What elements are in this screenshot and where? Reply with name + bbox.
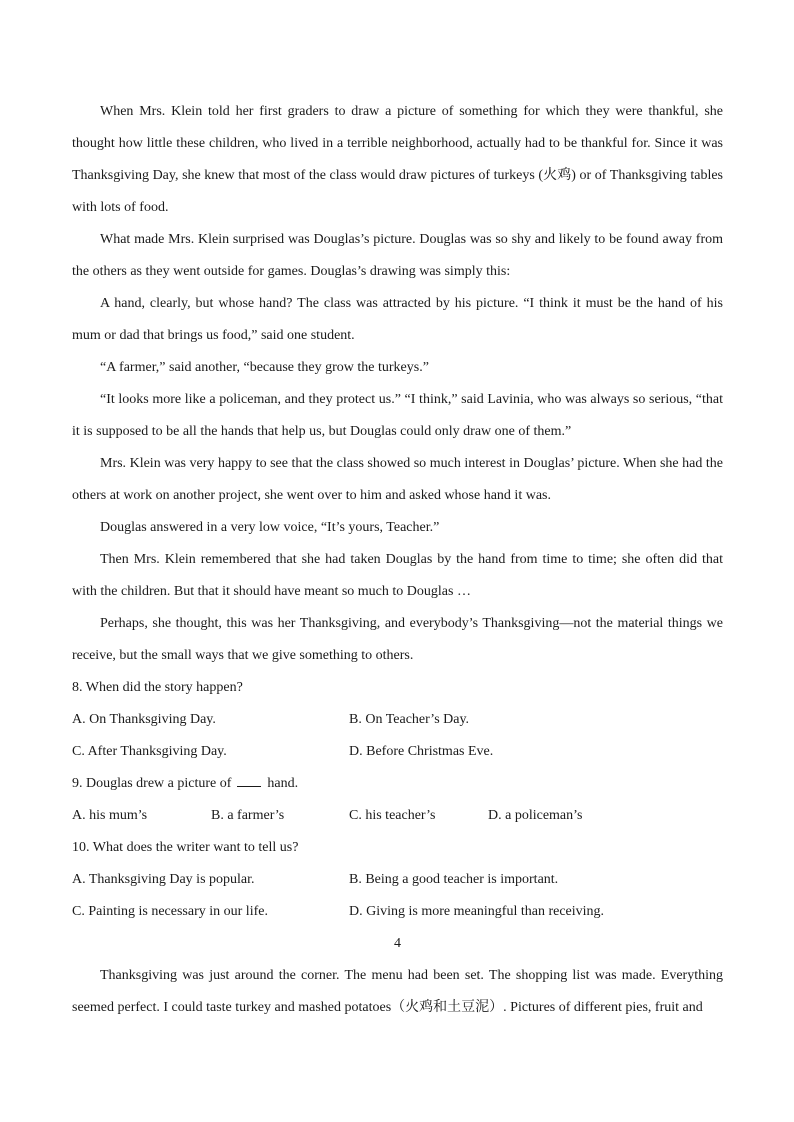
paragraph-3: A hand, clearly, but whose hand? The class was attracted by his picture. “I think it must be the hand of his mum or dad that brings us food,” said one student. — [72, 296, 723, 343]
option-9c: C. his teacher’s — [349, 808, 436, 823]
question-10 — [72, 832, 723, 928]
option-8d: D. Before Christmas Eve. — [349, 744, 494, 759]
section-number: 4 — [394, 936, 401, 951]
option-10a: A. Thanksgiving Day is popular. — [72, 872, 255, 887]
question-8-text: 8. When did the story happen? — [72, 680, 243, 695]
paragraph-2: What made Mrs. Klein surprised was Douglas’s picture. Douglas was so shy and likely to be found away from the others as they went outside for games. Douglas’s drawing was simply this: — [72, 232, 723, 279]
paragraph-1: When Mrs. Klein told her first graders to draw a picture of something for which they were thankful, she thought how little these children, who lived in a terrible neighborhood, actually had to be thankful for. Since it was Thanksgiving Day, she knew that most of the class would draw pictures of turkeys (火鸡) or of Thanksgiving tables with lots of food. — [72, 104, 723, 215]
question-9 — [72, 768, 723, 832]
option-9b: B. a farmer’s — [211, 808, 285, 823]
option-9d: D. a policeman’s — [488, 808, 583, 823]
question-9-suffix: hand. — [267, 776, 299, 791]
question-8-options — [72, 704, 723, 768]
paragraph-9: Perhaps, she thought, this was her Thanksgiving, and everybody’s Thanksgiving—not the material things we receive, but the small ways that we give something to others. — [72, 616, 723, 663]
question-8 — [72, 672, 723, 768]
answer-blank — [237, 774, 261, 787]
option-8a: A. On Thanksgiving Day. — [72, 712, 216, 727]
question-9-text — [72, 768, 723, 800]
document-page — [72, 96, 723, 1024]
option-8b: B. On Teacher’s Day. — [349, 712, 470, 727]
paragraph-7: Douglas answered in a very low voice, “It’s yours, Teacher.” — [100, 520, 440, 535]
question-10-text: 10. What does the writer want to tell us? — [72, 840, 299, 855]
question-10-options — [72, 864, 723, 928]
paragraph-5: “It looks more like a policeman, and they protect us.” “I think,” said Lavinia, who was always so serious, “that it is supposed to be all the hands that help us, but Douglas could only draw one of them.” — [72, 392, 723, 439]
option-8c: C. After Thanksgiving Day. — [72, 744, 227, 759]
paragraph-4: “A farmer,” said another, “because they grow the turkeys.” — [100, 360, 429, 375]
option-9a: A. his mum’s — [72, 808, 148, 823]
paragraph-6: Mrs. Klein was very happy to see that the class showed so much interest in Douglas’ picture. When she had the others at work on another project, she went over to him and asked whose hand it was. — [72, 456, 723, 503]
question-9-options — [72, 800, 723, 832]
paragraph-8: Then Mrs. Klein remembered that she had taken Douglas by the hand from time to time; she often did that with the children. But that it should have meant so much to Douglas … — [72, 552, 723, 599]
option-10c: C. Painting is necessary in our life. — [72, 904, 268, 919]
option-10d: D. Giving is more meaningful than receiving. — [349, 904, 605, 919]
option-10b: B. Being a good teacher is important. — [349, 872, 559, 887]
question-9-prefix: 9. Douglas drew a picture of — [72, 776, 232, 791]
passage-2-paragraph-1: Thanksgiving was just around the corner. The menu had been set. The shopping list was made. Everything seemed perfect. I could taste turkey and mashed potatoes（火鸡和土豆泥）. Pictures of different pies, fruit and — [72, 968, 723, 1015]
